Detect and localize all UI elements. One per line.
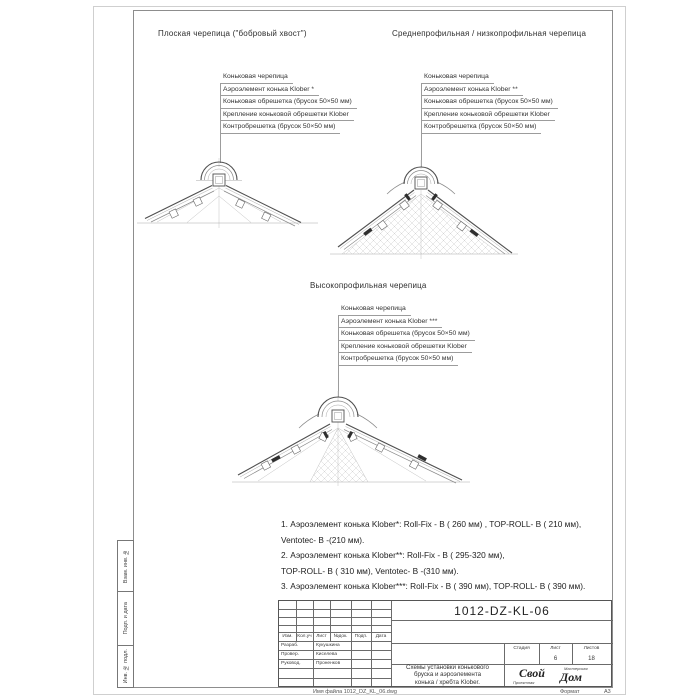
- sheets-label: Листов: [583, 645, 600, 651]
- callout-label: Коньковая черепица: [421, 71, 494, 84]
- margin-stamp-inv-podl: [117, 645, 134, 688]
- margin-stamp-label: Взам. инв. №: [122, 548, 129, 584]
- note-line: 3. Аэроэлемент конька Klober***: Roll-Fix - B ( 390 мм), TOP-ROLL- B ( 390 мм).: [281, 581, 586, 591]
- role-label: Руковод.: [281, 661, 301, 666]
- callout-label: Крепление коньковой обрешетки Klober: [338, 341, 472, 354]
- role-name: Проненков: [316, 661, 341, 666]
- rev-col-list: Лист: [316, 634, 327, 639]
- logo-small-proektnaya: Проектная: [513, 680, 535, 685]
- drawing-title-line: конька / хребта Klober.: [415, 678, 480, 686]
- note-line: 2. Аэроэлемент конька Klober**: Roll-Fix - B ( 295-320 мм),: [281, 550, 505, 560]
- grid-line: [279, 678, 391, 679]
- margin-stamp-podp-data: [117, 591, 134, 646]
- format-label: Формат: [560, 688, 580, 695]
- format-value: А3: [604, 688, 611, 695]
- callout-label: Контробрешетка (брусок 50×50 мм): [220, 121, 340, 134]
- section-title-mid-profile: Среднепрофильная / низкопрофильная черепица: [392, 29, 587, 38]
- grid-line: [279, 668, 391, 669]
- callout-label: Аэроэлемент конька Klober **: [421, 84, 523, 97]
- callout-label: Коньковая обрешетка (брусок 50×50 мм): [220, 96, 357, 109]
- rev-col-data: Дата: [375, 634, 387, 639]
- logo-word-svoy: Свой: [519, 666, 545, 680]
- callout-label: Контробрешетка (брусок 50×50 мм): [421, 121, 541, 134]
- callout-label: Коньковая черепица: [220, 71, 293, 84]
- callout-list-mid-profile: [421, 71, 558, 134]
- role-label: Провер.: [281, 652, 299, 657]
- callout-label: Контробрешетка (брусок 50×50 мм): [338, 353, 458, 366]
- note-line: TOP-ROLL- B ( 310 мм), Ventotec- B -(310 мм).: [281, 565, 459, 576]
- company-logo: [504, 664, 611, 686]
- role-name: Кукушкина: [316, 643, 340, 648]
- note-line: 1. Аэроэлемент конька Klober*: Roll-Fix - B ( 260 мм) , TOP-ROLL- B ( 210 мм),: [281, 519, 582, 529]
- callout-label: Коньковая черепица: [338, 303, 411, 316]
- margin-stamp-label: Инв. № подл.: [122, 649, 129, 684]
- drawing-title-line: бруска и аэроэлемента: [413, 671, 482, 679]
- callout-label: Аэроэлемент конька Klober ***: [338, 316, 442, 329]
- sheet-value: 6: [553, 655, 558, 662]
- leader-line: [220, 83, 221, 163]
- callout-list-flat-tile: [220, 71, 357, 134]
- role-label: Разраб.: [281, 643, 299, 648]
- callout-label: Крепление коньковой обрешетки Klober: [220, 109, 354, 122]
- notes-block: [281, 517, 613, 595]
- drawing-title-line: Схемы установки конькового: [405, 663, 489, 671]
- callout-list-high-profile: [338, 303, 475, 366]
- sheet-label: Лист: [550, 645, 561, 651]
- rev-col-dok: №док.: [333, 634, 348, 639]
- section-title-high-profile: Высокопрофильная черепица: [310, 281, 427, 290]
- stage-label: Стадия: [513, 645, 530, 651]
- leader-line: [338, 315, 339, 397]
- callout-label: Коньковая обрешетка (брусок 50×50 мм): [421, 96, 558, 109]
- note-line: Ventotec- B -(210 мм).: [281, 534, 365, 545]
- rev-col-koluch: Кол.уч: [297, 634, 312, 639]
- ridge-section-flat-tile: [135, 158, 320, 232]
- file-name-label: Имя файла 1012_DZ_KL_06.dwg: [313, 688, 397, 695]
- section-title-flat-tile: Плоская черепица ("бобровый хвост"): [158, 29, 307, 38]
- callout-label: Крепление коньковой обрешетки Klober: [421, 109, 555, 122]
- leader-line: [421, 83, 422, 167]
- title-block: [278, 600, 612, 687]
- margin-stamp-label: Подп. и дата: [122, 602, 129, 635]
- rev-col-izm: Изм.: [282, 634, 293, 639]
- doc-number: 1012-DZ-KL-06: [454, 603, 550, 618]
- callout-label: Аэроэлемент конька Klober *: [220, 84, 319, 97]
- margin-stamp-vzam-inv: [117, 540, 134, 592]
- logo-small-masterskaya: Мастерская: [564, 666, 588, 671]
- grid-line: [391, 620, 613, 621]
- drawing-title: [391, 664, 504, 686]
- sheets-value: 18: [588, 655, 595, 662]
- callout-label: Коньковая обрешетка (брусок 50×50 мм): [338, 328, 475, 341]
- rev-col-podp: Подп.: [354, 634, 368, 639]
- grid-line: [371, 601, 372, 686]
- ridge-section-high-profile: [230, 391, 472, 488]
- logo-word-dom: Дом: [560, 670, 582, 684]
- ridge-section-mid-profile: [328, 160, 520, 262]
- role-name: Киселева: [316, 652, 338, 657]
